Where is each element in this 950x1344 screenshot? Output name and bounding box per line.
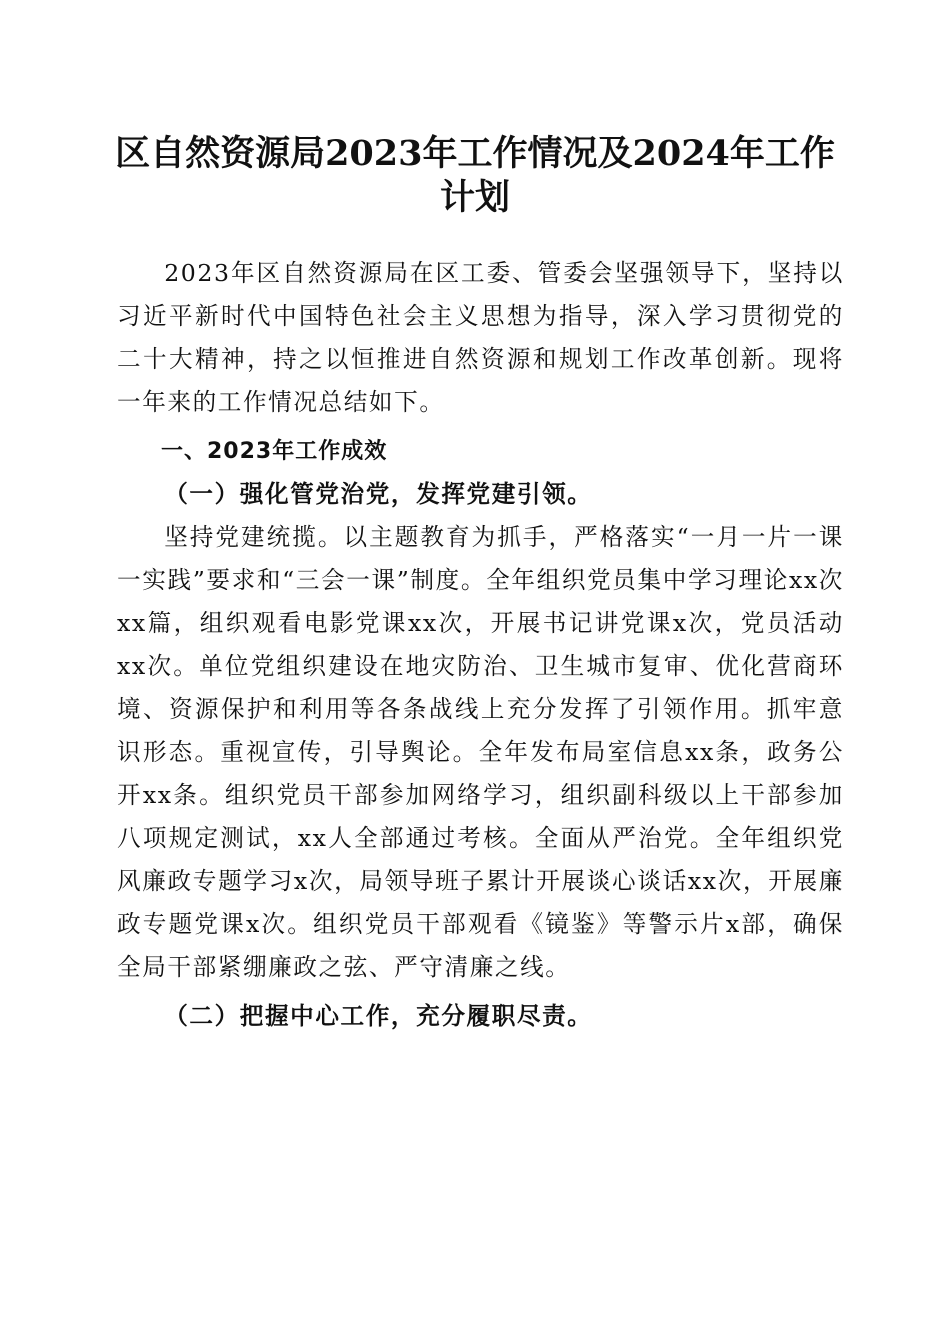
party-building-paragraph: 坚持党建统揽。以主题教育为抓手，严格落实“一月一片一课一实践”要求和“三会一课”制度。全年组织党员集中学习理论xx次xx篇，组织观看电影党课xx次，开展书记讲党课x次，党员活动xx次。单位党组织建设在地灾防治、卫生城市复审、优化营商环境、资源保护和利用等各条战线上充分发挥了引领作用。抓牢意识形态。重视宣传，引导舆论。全年发布局室信息xx条，政务公开xx条。组织党员干部参加网络学习，组织副科级以上干部参加八项规定测试，xx人全部通过考核。全面从严治党。全年组织党风廉政专题学习x次，局领导班子累计开展谈心谈话xx次，开展廉政专题党课x次。组织党员干部观看《镜鉴》等警示片x部，确保全局干部紧绷廉政之弦、严守清廉之线。 bbox=[117, 523, 844, 981]
subsection-heading-party-building: （一）强化管党治党，发挥党建引领。 bbox=[164, 480, 593, 508]
document-body bbox=[117, 252, 844, 1038]
document-title: 区自然资源局2023年工作情况及2024年工作计划 bbox=[115, 133, 835, 218]
intro-paragraph: 2023年区自然资源局在区工委、管委会坚强领导下，坚持以习近平新时代中国特色社会主义思想为指导，深入学习贯彻党的二十大精神，持之以恒推进自然资源和规划工作改革创新。现将一年来的工作情况总结如下。 bbox=[117, 259, 844, 416]
subsection-heading-central-work: （二）把握中心工作，充分履职尽责。 bbox=[164, 1002, 593, 1030]
section-heading-achievements: 一、2023年工作成效 bbox=[161, 439, 388, 464]
